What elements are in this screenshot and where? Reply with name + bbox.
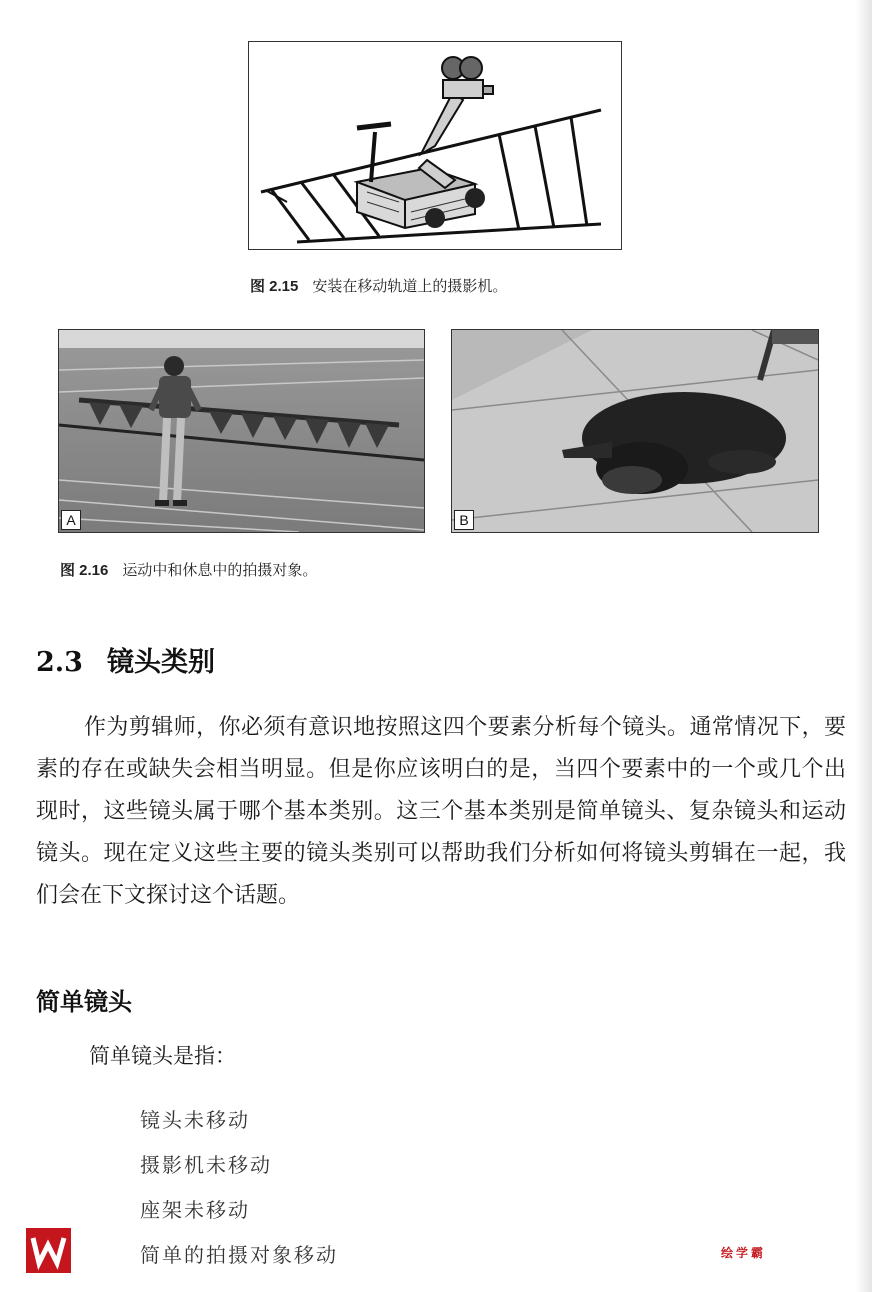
watermark: 绘学霸 xyxy=(721,1246,767,1260)
dolly-wheel xyxy=(425,208,445,228)
subsection-intro: 简单镜头是指： xyxy=(89,1044,236,1068)
body-paragraph xyxy=(36,707,846,917)
simple-shot-criteria-list xyxy=(140,1104,338,1284)
page-edge-shadow xyxy=(856,0,872,1292)
logo-icon xyxy=(26,1228,71,1273)
section-heading xyxy=(36,640,215,679)
figure-2-16-caption xyxy=(60,559,317,580)
subsection-heading: 简单镜头 xyxy=(36,987,132,1016)
camera-body xyxy=(443,80,483,98)
list-item: 简单的拍摄对象移动 xyxy=(140,1243,338,1267)
film-reel xyxy=(460,57,482,79)
figure-2-16-photo-a xyxy=(58,329,425,533)
caption-text: 运动中和休息中的拍摄对象。 xyxy=(122,562,318,579)
figure-2-15-illustration xyxy=(248,41,622,250)
section-title: 镜头类别 xyxy=(106,647,215,678)
caption-text: 安装在移动轨道上的摄影机。 xyxy=(312,278,508,295)
body-paragraph-text: 作为剪辑师，你必须有意识地按照这四个要素分析每个镜头。通常情况下，要素的存在或缺失会相当明显。但是你应该明白的是，当四个要素中的一个或几个出现时，这些镜头属于哪个基本类别。这三个基本类别是简单镜头、复杂镜头和运动镜头。现在定义这些主要的镜头类别可以帮助我们分析如何将镜头剪辑在一起，我们会在下文探讨这个话题。 xyxy=(36,715,846,908)
section-number: 2.3 xyxy=(36,647,83,678)
figure-2-15-caption xyxy=(250,275,507,296)
figure-number: 图 2.16 xyxy=(60,562,109,579)
list-item: 座架未移动 xyxy=(140,1198,250,1222)
figure-number: 图 2.15 xyxy=(250,278,299,295)
dolly-wheel xyxy=(465,188,485,208)
publisher-logo xyxy=(26,1228,71,1273)
panel-a-label: A xyxy=(61,510,81,530)
figure-2-16-photo-b xyxy=(451,329,819,533)
list-item: 镜头未移动 xyxy=(140,1108,250,1132)
panel-b-label: B xyxy=(454,510,474,530)
list-item: 摄影机未移动 xyxy=(140,1153,272,1177)
